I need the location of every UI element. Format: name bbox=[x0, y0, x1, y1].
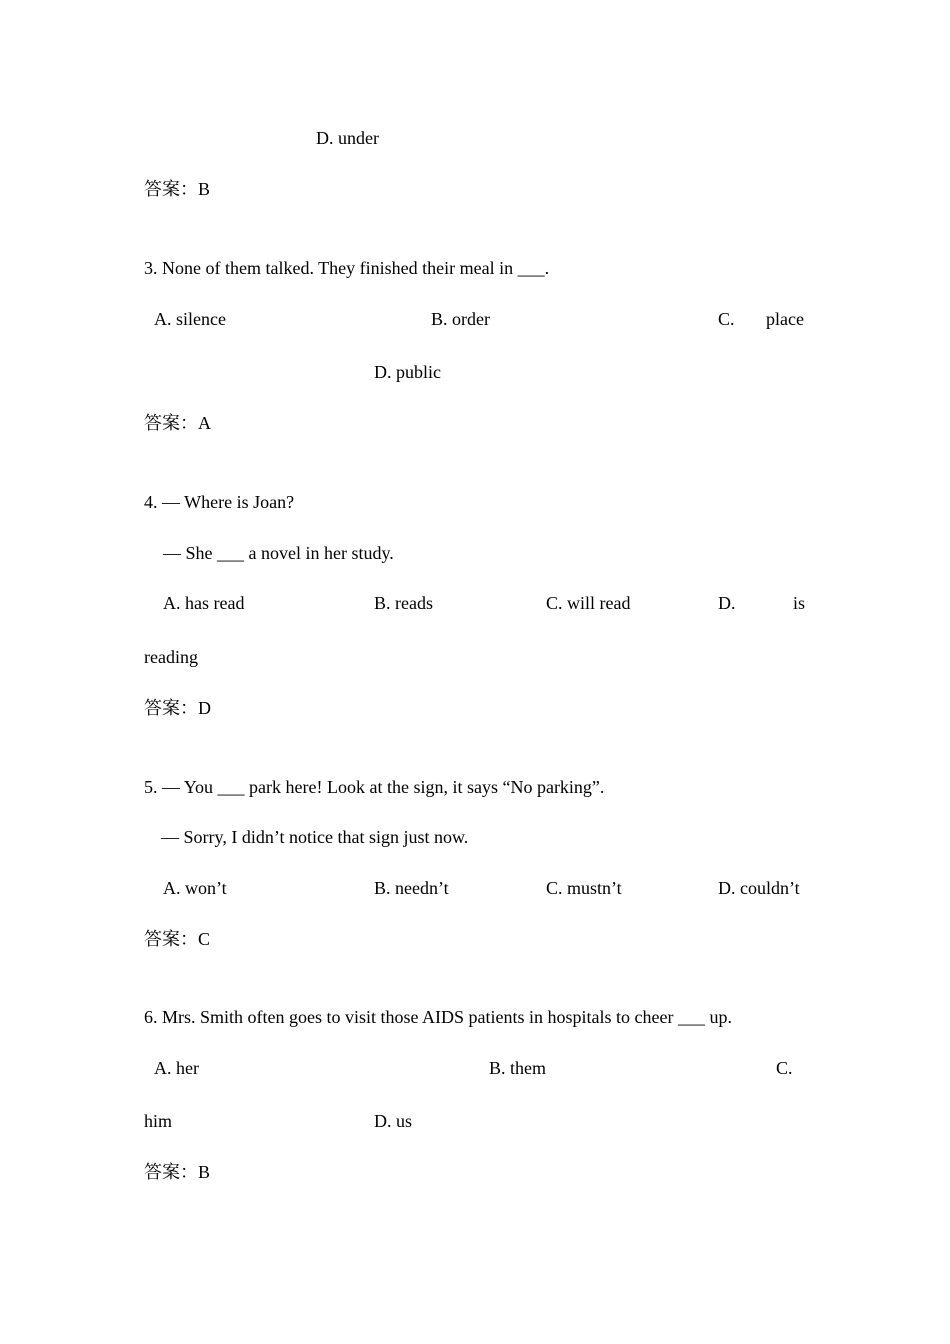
q4-reply: — She ___ a novel in her study. bbox=[163, 543, 394, 563]
q6-option-a: A. her bbox=[154, 1058, 199, 1078]
q4-option-a: A. has read bbox=[163, 593, 245, 613]
q5-option-b: B. needn’t bbox=[374, 878, 449, 898]
q3-answer: 答案：A bbox=[144, 413, 211, 433]
q4-option-c: C. will read bbox=[546, 593, 631, 613]
q6-option-b: B. them bbox=[489, 1058, 546, 1078]
q6-question: 6. Mrs. Smith often goes to visit those AIDS patients in hospitals to cheer ___ up. bbox=[144, 1007, 732, 1027]
q4-option-d-letter: D. bbox=[718, 593, 736, 613]
q2-option-d: D. under bbox=[316, 128, 379, 148]
q6-option-d: D. us bbox=[374, 1111, 413, 1131]
q2-answer: 答案：B bbox=[144, 179, 211, 199]
q6-option-c-letter: C. bbox=[776, 1058, 793, 1078]
q3-question: 3. None of them talked. They finished their meal in ___. bbox=[144, 258, 550, 278]
q4-option-d-word1: is bbox=[793, 593, 806, 613]
q4-answer: 答案：D bbox=[144, 698, 211, 718]
q4-option-b: B. reads bbox=[374, 593, 433, 613]
q4-question: 4. — Where is Joan? bbox=[144, 492, 295, 512]
q3-option-b: B. order bbox=[431, 309, 490, 329]
q5-option-a: A. won’t bbox=[163, 878, 227, 898]
q5-option-c: C. mustn’t bbox=[546, 878, 622, 898]
q5-option-d: D. couldn’t bbox=[718, 878, 800, 898]
q5-question: 5. — You ___ park here! Look at the sign, it says “No parking”. bbox=[144, 777, 605, 797]
q3-option-d: D. public bbox=[374, 362, 441, 382]
q5-reply: — Sorry, I didn’t notice that sign just now. bbox=[161, 827, 469, 847]
q3-option-a: A. silence bbox=[154, 309, 226, 329]
q3-option-c-word: place bbox=[766, 309, 804, 329]
q6-answer: 答案：B bbox=[144, 1162, 211, 1182]
q5-answer: 答案：C bbox=[144, 929, 211, 949]
q6-option-c-word: him bbox=[144, 1111, 173, 1131]
q3-option-c-letter: C. bbox=[718, 309, 735, 329]
q4-option-d-word2: reading bbox=[144, 647, 198, 667]
